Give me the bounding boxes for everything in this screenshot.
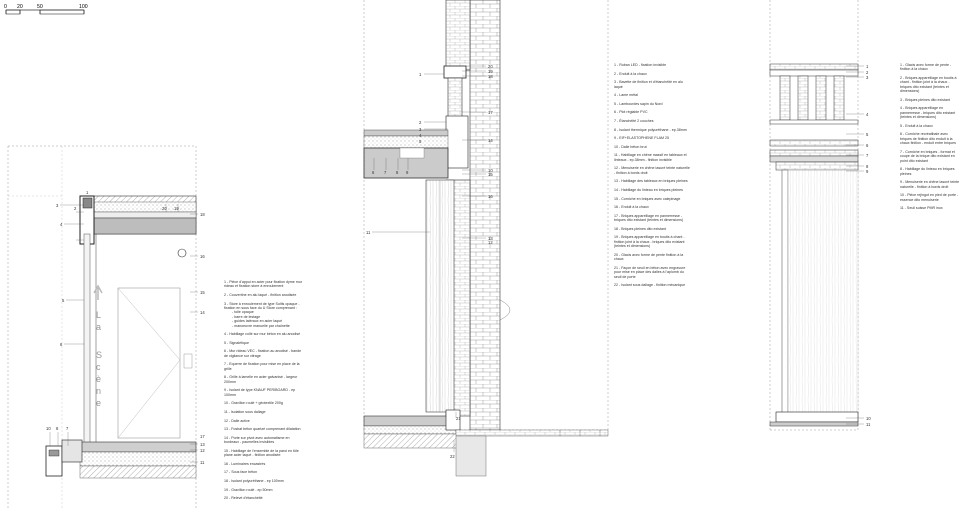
legend-item: 11 - Seuil suisse PMR inox — [900, 206, 943, 211]
callout-label: 4 — [60, 222, 63, 227]
legend-item: 20 - Relevé d'étanchéité — [224, 496, 263, 501]
legend-item: 13 - Habillage des tableaux en briques pleines — [614, 179, 688, 184]
callout-label: 13 — [200, 442, 205, 447]
scale-label: 20 — [17, 4, 23, 10]
legend-item: 18 - Briques pleines dito existant — [614, 226, 666, 231]
callout-label: 5 — [62, 298, 65, 303]
scale-label: 50 — [37, 4, 43, 10]
legend-item: 2 - Briques appareillage en boutis à chant - finition joint à la chaux - briques dito existant (teintes et dimensions) — [900, 76, 957, 94]
legend-item: 3 - Bavette de finition et d'étanchéité en alu laqué — [614, 80, 683, 89]
callout-label: 7 — [384, 170, 387, 175]
legend-item: 12 - Dalle active — [224, 418, 250, 423]
callout-label: 11 — [866, 422, 871, 427]
legend-item: 15 - Habillage de l'ensemble de la paroi en tôle plane acier laqué - finition anodisée — [224, 448, 299, 458]
legend-item: 4 - Lame métal — [614, 93, 638, 98]
legend-item: 10 - Dalle béton brut — [614, 144, 647, 149]
scale-label: 0 — [4, 4, 7, 10]
legend-item: 1 - Glacis avec forme de pente - finition à la chaux — [900, 63, 952, 72]
legend-item: 5 - Enduit à la chaux — [900, 123, 933, 128]
callout-label: 8 — [866, 164, 869, 169]
callout-label: 16 — [488, 194, 493, 199]
legend-item: 10 - Gravillon roulé + géotextile 200g — [224, 401, 283, 406]
callout-label: 14 — [488, 138, 493, 143]
legend-item: 18 - Isolant polyuréthane - ep 100mm — [224, 478, 284, 483]
scene-letter: c — [96, 362, 101, 372]
legend-item: 3 - Briques pleines dito existant — [900, 97, 950, 102]
callouts-a — [50, 204, 198, 462]
legend-item: 14 - Porte sur pivot avec automatisme en bordeaux - paumelles invisibles — [224, 435, 290, 445]
callout-label: 1 — [86, 190, 89, 195]
legend-item: 19 - Briques appareillage en boutis à chant - finition joint à la chaux - briques dito existant (teintes et dimensions) — [614, 235, 685, 249]
callout-label: 3 — [56, 203, 59, 208]
legend-item: 12 - Menuiserie en chêne lasuré teinte naturelle - finition à bords droit — [614, 166, 690, 175]
legend-item: 11 - Habillage en chêne massif en tableaux et linteaux - ep.38mm - finition invisible — [614, 153, 687, 162]
callout-label: 20 — [488, 64, 493, 69]
scene-letter: L — [96, 310, 102, 320]
legend-detail-b — [614, 63, 692, 292]
legend-item: 15 - Corniche en briques avec calepinage — [614, 196, 681, 201]
legend-item: 13 - Fosbat béton quartzé comprenant dilatation — [224, 427, 301, 432]
legend-item: 17 - Sous face béton — [224, 470, 258, 475]
legend-item: 5 - Signalétique — [224, 340, 249, 345]
callout-label: 7 — [66, 426, 69, 431]
legend-item: 4 - Briques appareillage en pannerresse - briques dito existant (teintes et dimensions) — [900, 106, 956, 120]
callout-label: 19 — [174, 206, 179, 211]
callout-label: 7 — [866, 153, 869, 158]
callout-label: 11 — [200, 460, 205, 465]
legend-item: 6 - Plot réglable PVC — [614, 110, 648, 115]
callout-label: 19 — [488, 69, 493, 74]
legend-item: 1 - Ruban LED - fixation invisible — [614, 63, 667, 67]
callout-label: 17 — [488, 110, 493, 115]
callout-label: 20 — [162, 206, 167, 211]
callout-label: 9 — [406, 170, 409, 175]
legend-item: 8 - Grille à lamelle en acier galvanisé - largeur 200mm — [224, 375, 298, 384]
scene-letter: S — [96, 350, 103, 360]
callout-label: 3 — [866, 75, 869, 80]
legend-item: 6 - Corniche recréatibale avec briques de finition dito enduit à la chaux finition - enduit entre briques — [900, 132, 956, 146]
callout-label: 2 — [419, 120, 422, 125]
callout-label: 21 — [456, 416, 461, 421]
callout-label: 4 — [419, 133, 422, 138]
callout-label: 16 — [200, 254, 205, 259]
legend-item: 17 - Briques appareillage en pannerresse - briques dito existant (teintes et dimensions) — [614, 213, 684, 223]
legend-item: 10 - Pièce rejingot en pied de porte - essence dito menuiserie — [900, 193, 959, 202]
legend-item: 7 - Étanchéité 2 couches — [614, 118, 654, 123]
callout-label: 8 — [56, 426, 59, 431]
legend-item: 22 - Isolant sous dallage - finition mécanique — [614, 283, 686, 288]
scale-bar — [4, 4, 88, 14]
legend-item-group — [224, 302, 304, 328]
callout-label: 5 — [419, 139, 422, 144]
scene-letter: e — [96, 398, 102, 408]
callout-label: 10 — [46, 426, 51, 431]
callout-label: 15 — [200, 290, 205, 295]
callout-label: 10 — [488, 168, 493, 173]
legend-item: 7 - Corniche en briques - format et coupe de la brique dito existant en point dito existant — [900, 149, 955, 163]
legend-item: 7 - Equerre de fixation pour mise en place de la grille — [224, 362, 300, 371]
legend-item: 6 - Mur rideau VEC - fixation au anodisé - bande de vigilance sur vitrage — [224, 349, 302, 358]
legend-detail-a — [224, 280, 304, 505]
callout-label: 5 — [866, 132, 869, 137]
legend-item: 5 - Lambourdes sapin du Nord — [614, 101, 663, 106]
callout-label: 10 — [866, 416, 871, 421]
callout-label: 15 — [488, 172, 493, 177]
legend-subitem: - toile opaque — [232, 310, 254, 315]
callout-label: 6 — [866, 143, 869, 148]
legend-item: 1 - Pièce d'appui en acier pour fixation dyme mur rideau et fixation store à enroulement — [224, 280, 302, 289]
legend-subitem: - barre de lestage — [232, 314, 261, 319]
callout-label: 14 — [200, 310, 205, 315]
legend-item: 2 - Enduit à la chaux — [614, 71, 647, 76]
legend-item: 14 - Habillage du linteau en briques pleines — [614, 187, 683, 192]
legend-detail-c — [900, 63, 960, 215]
scene-letter: è — [96, 374, 102, 384]
callout-label: 3 — [419, 127, 422, 132]
callout-label: 2 — [74, 206, 77, 211]
callout-label: 11 — [366, 230, 371, 235]
callout-label: 6 — [60, 342, 63, 347]
legend-item: 16 - Luminaires encastrés — [224, 461, 266, 466]
detail-a — [8, 146, 196, 510]
callout-label: 2 — [866, 70, 869, 75]
scene-letter: a — [96, 322, 102, 332]
legend-item: 3 - Store à enroulement de type Soltis opaque - fixation en sous face du U Store comprenant : — [224, 301, 300, 310]
callout-label: 1 — [866, 64, 869, 69]
legend-item: 19 - Gravillon roulé - ep 50mm — [224, 487, 273, 492]
legend-item: 9 - Isolant de type KNAUF PERIBOARD - ep 100mm — [224, 388, 296, 397]
callout-label: 1 — [419, 72, 422, 77]
callout-label: 17 — [200, 434, 205, 439]
scene-label — [96, 310, 102, 408]
legend-subitem: - manoeuvre manuelle par chaînette — [232, 323, 290, 328]
callout-label: 22 — [450, 454, 455, 459]
callout-label: 4 — [866, 112, 869, 117]
detail-c — [770, 0, 858, 430]
callout-label: 9 — [866, 169, 869, 174]
legend-item: 4 - Habillage collé sur mur béton en alu anodisé — [224, 332, 301, 337]
callout-label: 12 — [200, 448, 205, 453]
legend-item: 20 - Glacis avec forme de pente finition à la chaux — [614, 252, 684, 262]
legend-subitem: - guides latéraux en acier laqué — [232, 319, 283, 324]
legend-item: 2 - Couvertine en alu laqué - finition anodisée — [224, 293, 297, 297]
scale-label: 100 — [79, 4, 88, 10]
callout-label: 18 — [200, 212, 205, 217]
legend-item: 11 - Isolation sous dallage — [224, 410, 266, 414]
callout-label: 6 — [372, 170, 375, 175]
legend-item: 8 - Isolant thermique polyuréthane - ep.38mm — [614, 127, 687, 132]
callout-label: 8 — [396, 170, 399, 175]
legend-item: 8 - Habillage du linteau en briques pleines — [900, 167, 955, 176]
callout-label: 18 — [488, 74, 493, 79]
legend-item: 9 - EIF+ELASTOPHENE FLAM 25 — [614, 136, 669, 141]
legend-item: 16 - Enduit à la chaux — [614, 205, 649, 210]
callout-label: 12 — [488, 240, 493, 245]
legend-item: 21 - Façon de seuil en béton avec engravure pour mise en place des dalles à l'aplomb du seuil de porte — [614, 265, 686, 279]
callout-label: 13 — [488, 236, 493, 241]
legend-item: 9 - Menuiserie en chêne lasuré teinte naturelle - finition à bords droit — [900, 180, 960, 189]
scene-letter: n — [96, 386, 102, 396]
